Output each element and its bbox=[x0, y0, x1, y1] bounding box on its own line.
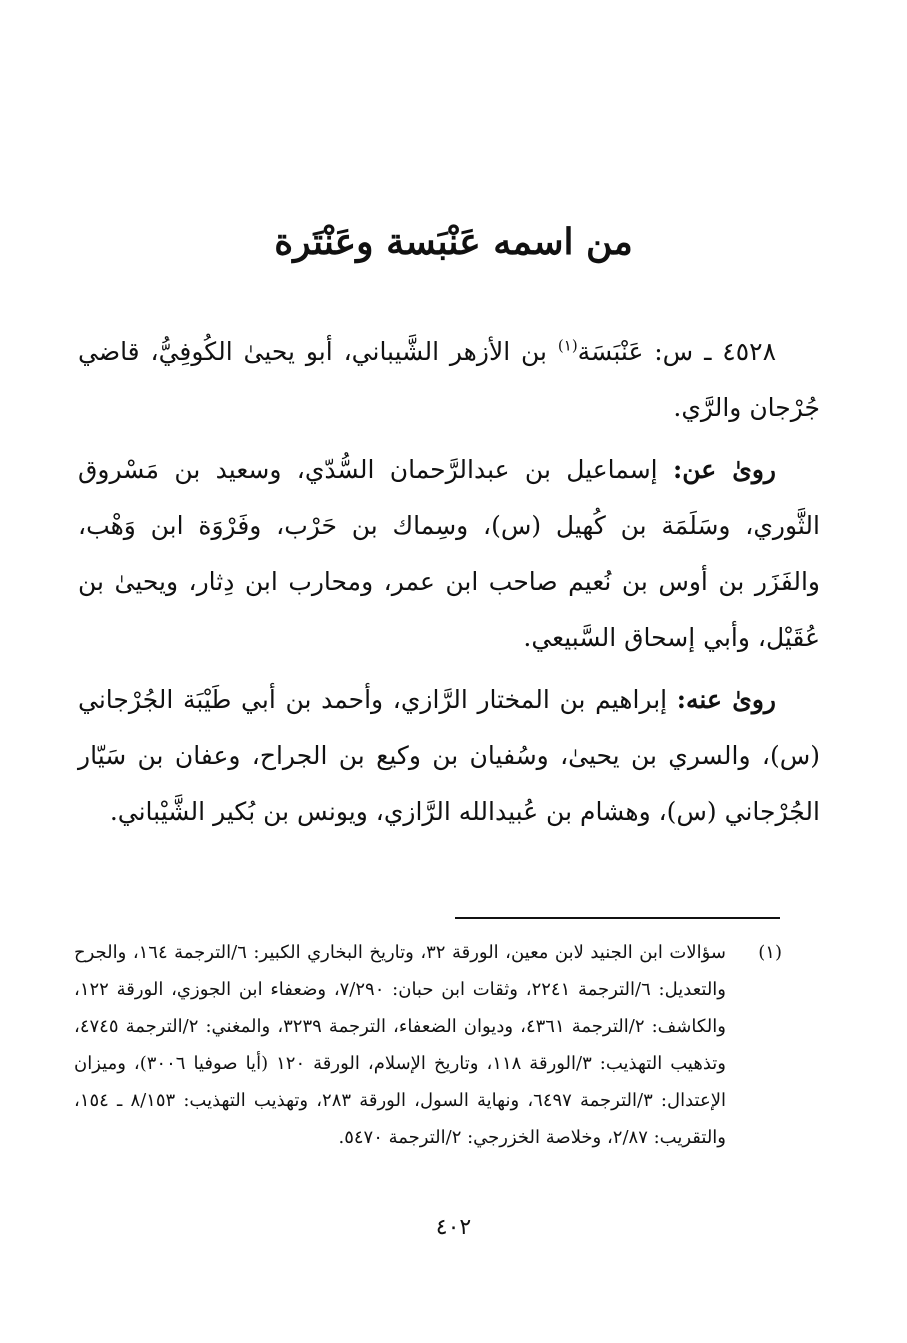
narrated-by-text: إبراهيم بن المختار الرَّازي، وأحمد بن أبي طَيْبَة الجُرْجاني (س)، والسري بن يحيىٰ، وسُفيان بن وكيع بن الجراح، وعفان بن سَيّار الجُرْجاني (س)، وهشام بن عُبيدالله الرَّازي، ويونس بن بُكير الشَّيْباني. bbox=[78, 685, 820, 826]
footnote bbox=[74, 934, 782, 1156]
narrated-by-paragraph bbox=[78, 672, 820, 840]
footnote-divider bbox=[455, 917, 780, 919]
biography-entry bbox=[78, 324, 820, 840]
footnote-reference: (١) bbox=[557, 336, 578, 355]
narrated-by-label: روىٰ عنه: bbox=[676, 685, 776, 714]
footnote-text: سؤالات ابن الجنيد لابن معين، الورقة ٣٢، وتاريخ البخاري الكبير: ٦/الترجمة ١٦٤، والجرح والتعديل: ٦/الترجمة ٢٢٤١، وثقات ابن حبان: ٧/٢٩٠، وضعفاء ابن الجوزي، الورقة ١٢٢، والكاشف: ٢/الترجمة ٤٣٦١، وديوان الضعفاء، الترجمة ٣٢٣٩، والمغني: ٢/الترجمة ٤٧٤٥، وتذهيب التهذيب: ٣/الورقة ١١٨، وتاريخ الإسلام، الورقة ١٢٠ (أيا صوفيا ٣٠٠٦)، وميزان الإعتدال: ٣/الترجمة ٦٤٩٧، ونهاية السول، الورقة ٢٨٣، وتهذيب التهذيب: ٨/١٥٣ ـ ١٥٤، والتقريب: ٢/٨٧، وخلاصة الخزرجي: ٢/الترجمة ٥٤٧٠. bbox=[74, 942, 726, 1148]
chapter-title: من اسمه عَنْبَسة وعَنْتَرة bbox=[274, 221, 633, 263]
page-number: ٤٠٢ bbox=[435, 1215, 472, 1240]
entry-description: بن الأزهر الشَّيباني، أبو يحيىٰ الكُوفِيُّ، قاضي جُرْجان والرَّي. bbox=[78, 337, 820, 422]
entry-heading-paragraph bbox=[78, 324, 820, 436]
narrated-from-text: إسماعيل بن عبدالرَّحمان السُّدّي، وسعيد بن مَسْروق الثَّوري، وسَلَمَة بن كُهيل (س)، وسِماك بن حَرْب، وفَرْوَة ابن وَهْب، والفَزَر بن أوس بن نُعيم صاحب ابن عمر، ومحارب ابن دِثار، ويحيىٰ بن عُقَيْل، وأبي إسحاق السَّبيعي. bbox=[78, 455, 820, 652]
footnote-number: (١) bbox=[758, 942, 782, 963]
narrated-from-label: روىٰ عن: bbox=[673, 455, 777, 484]
narrated-from-paragraph bbox=[78, 442, 820, 666]
entry-number-and-name: ٤٥٢٨ ـ س: عَنْبَسَة bbox=[577, 337, 776, 366]
